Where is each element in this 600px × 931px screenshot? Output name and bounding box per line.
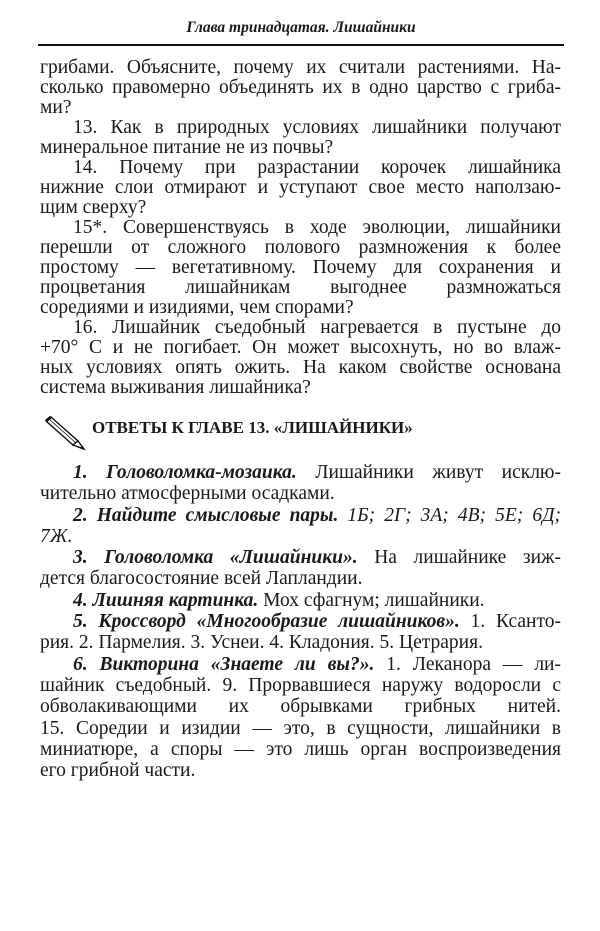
question-16: 16. Лишайник съедобный нагревается в пустыне до: [73, 317, 561, 338]
text-line: 15. Соредии и изидии — это, в сущности, лишайники в: [40, 717, 561, 739]
text-line: его грибной части.: [40, 760, 196, 782]
answer-text: На лишайнике зиж-: [357, 547, 561, 569]
text-line: дется благосостояние всей Лапландии.: [40, 568, 363, 590]
text-line: минеральное питание не из почвы?: [40, 137, 334, 158]
answer-1: [40, 462, 561, 483]
answer-text: 1Б; 2Г; 3А; 4В; 5Е; 6Д;: [338, 504, 562, 526]
text-line: рия. 2. Пармелия. 3. Уснеи. 4. Кладония. 5. Цетрария.: [40, 632, 483, 654]
text-line: +70° С и не погибает. Он может высохнуть, но во влаж-: [40, 337, 561, 358]
question-15: 15*. Совершенствуясь в ходе эволюции, лишайники: [73, 217, 561, 238]
text-line: 7Ж.: [40, 525, 73, 547]
text-line: ных условиях опять ожить. На каком свойстве основана: [40, 357, 561, 378]
answer-label: 1. Головоломка-мозаика.: [73, 462, 297, 483]
header-rule: [38, 44, 564, 46]
answer-6: [40, 654, 561, 675]
text-line: чительно атмосферными осадками.: [40, 483, 335, 505]
running-header: Глава тринадцатая. Лишайники: [186, 19, 416, 36]
text-line: щим сверху?: [40, 197, 147, 218]
text-line: сколько правомерно объединять их в одно царство с гриба-: [40, 77, 561, 98]
answer-2: [40, 505, 561, 526]
answer-4: [40, 590, 561, 611]
answer-label: 2. Найдите смысловые пары.: [73, 504, 339, 526]
text-line: система выживания лишайника?: [40, 377, 311, 398]
answer-text: Лишайники живут исклю-: [296, 462, 561, 483]
questions-section: [40, 58, 561, 398]
answer-5: [40, 611, 561, 632]
text-line: перешли от сложного полового размножения к более: [40, 237, 561, 258]
answer-label: 3. Головоломка «Лишайники».: [73, 547, 358, 569]
text-line: простому — вегетативному. Почему для сохранения и: [40, 257, 561, 278]
pencil-icon: [42, 415, 86, 451]
answer-label: 6. Викторина «Знаете ли вы?».: [73, 653, 375, 675]
text-line: соредиями и изидиями, чем спорами?: [40, 297, 354, 318]
question-13: 13. Как в природных условиях лишайники получают: [73, 117, 561, 138]
answer-text: 1. Ксанто-: [459, 611, 562, 633]
answer-3: [40, 547, 561, 568]
text-line: ми?: [40, 97, 72, 118]
question-14: 14. Почему при разрастании корочек лишайника: [73, 157, 561, 178]
answer-text: 1. Леканора — ли-: [374, 653, 561, 675]
text-line: шайник съедобный. 9. Прорвавшиеся наружу водоросли с: [40, 674, 561, 696]
text-line: обволакивающими их обрывками грибных нитей.: [40, 696, 561, 718]
text-line: процветания лишайникам выгоднее размножаться: [40, 277, 561, 298]
text-line: грибами. Объясните, почему их считали растениями. На-: [40, 57, 561, 78]
text-line: нижние слои отмирают и уступают свое место наползаю-: [40, 177, 561, 198]
answer-text: Мох сфагнум; лишайники.: [258, 589, 485, 611]
answers-heading: ОТВЕТЫ К ГЛАВЕ 13. «ЛИШАЙНИКИ»: [92, 418, 413, 437]
text-line: миниатюре, а споры — это лишь орган воспроизведения: [40, 738, 561, 760]
answer-label: 4. Лишняя картинка.: [73, 589, 259, 611]
answer-label: 5. Кроссворд «Многообразие лишайников».: [73, 611, 460, 633]
answers-section: [40, 462, 561, 781]
